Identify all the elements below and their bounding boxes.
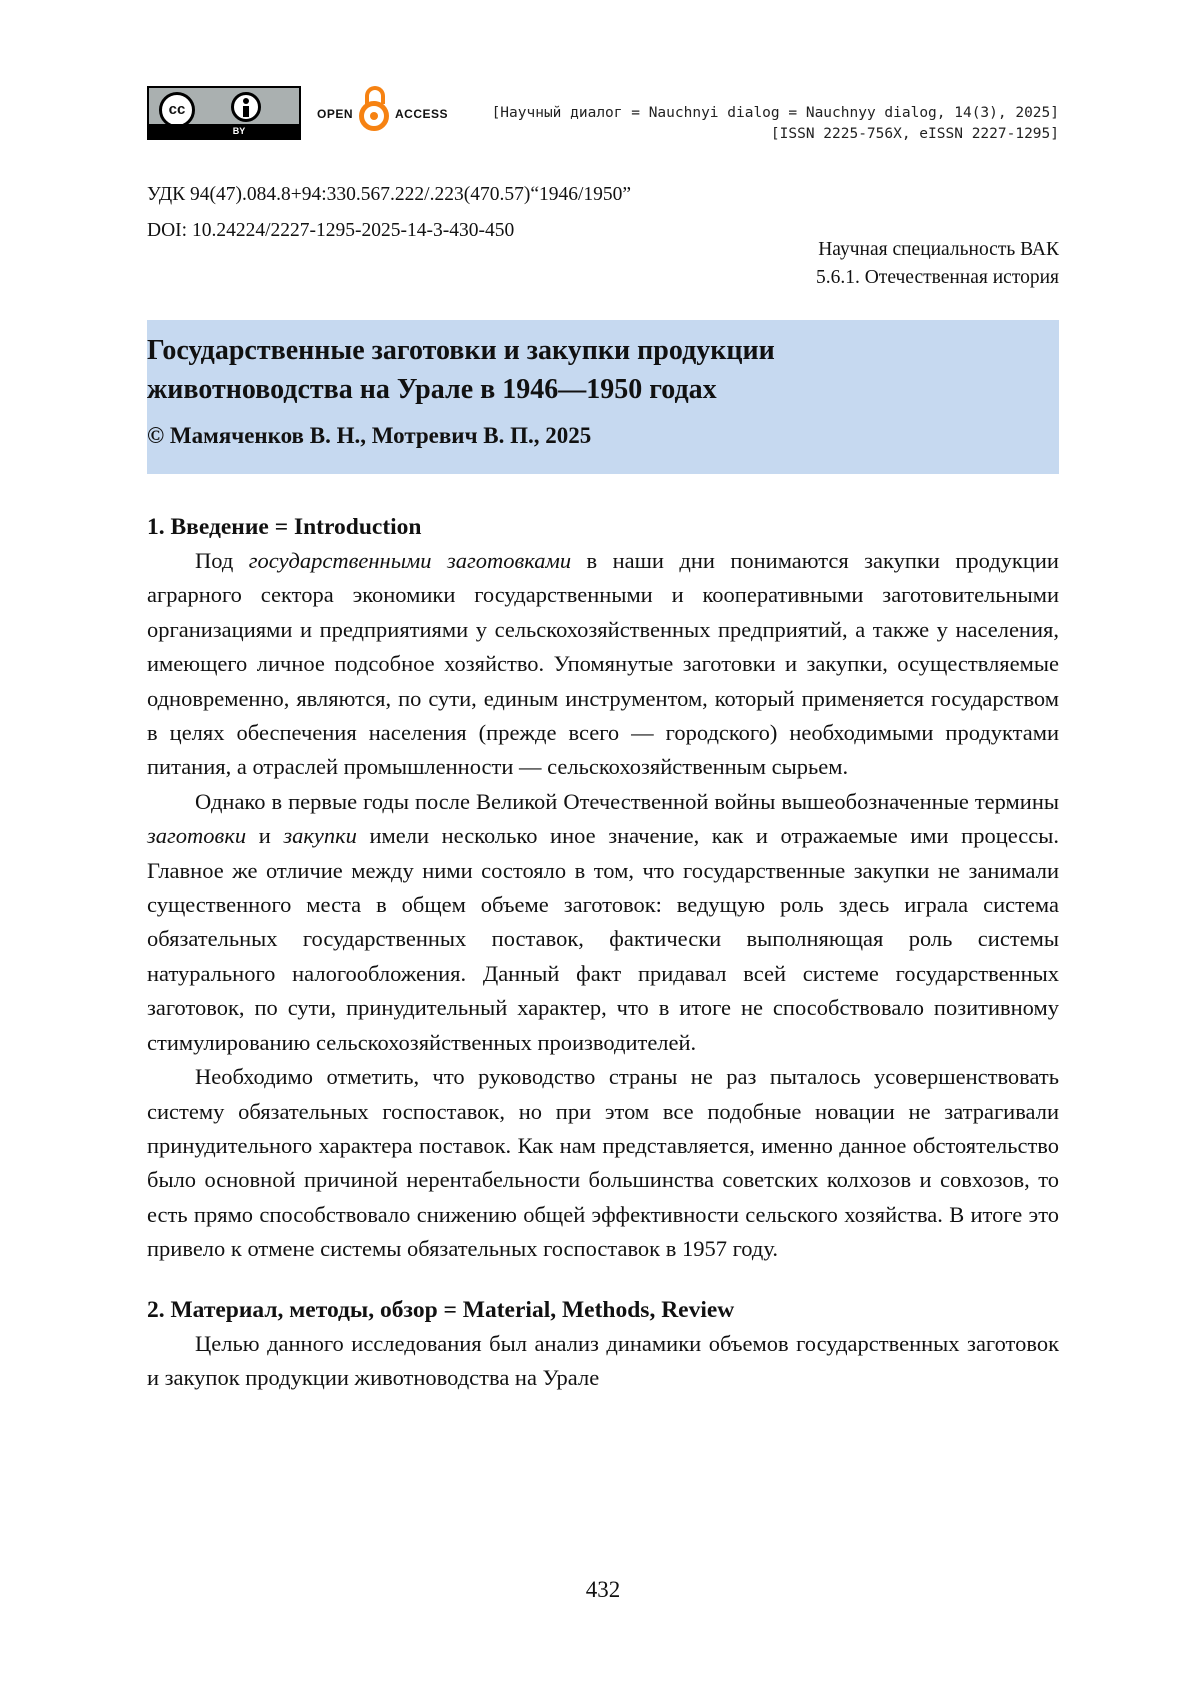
section-heading: 2. Материал, методы, обзор = Material, Methods, Review xyxy=(147,1293,1059,1327)
doi[interactable]: DOI: 10.24224/2227-1295-2025-14-3-430-450 xyxy=(147,213,631,249)
article-body xyxy=(147,510,1059,1395)
udc-code: УДК 94(47).084.8+94:330.567.222/.223(470.57)“1946/1950” xyxy=(147,177,631,213)
paragraph: Целью данного исследования был анализ динамики объемов госу­дарственных заготовок и закупок продукции животноводства на Урале xyxy=(147,1327,1059,1396)
by-label: BY xyxy=(149,124,299,138)
journal-reference: [Научный диалог = Nauchnyi dialog = Nauchnyy dialog, 14(3), 2025] [ISSN 2225-756X, eISSN 2227-1295] xyxy=(492,103,1059,145)
page-number: 432 xyxy=(147,1577,1059,1603)
paragraph: Однако в первые годы после Великой Отечественной войны вышеобозна­ченные термины заготовки и закупки имели несколько иное значение, как и отражаемые ими процессы. Главное же отличие между ними состояло в том, что государственные закупки не занимали существенного места в общем объеме заготовок: ведущую роль здесь играла система обязательных госу­дарственных поставок, фактически выполняющая роль системы натурально­го налогообложения. Данный факт придавал всей системе государственных заготовок, по сути, принудительный характер, что в итоге не способствовало позитивному стимулированию сельскохозяйственных производителей. xyxy=(147,785,1059,1060)
attribution-icon xyxy=(231,92,261,122)
open-access-logo: OPEN ACCESS xyxy=(317,86,467,136)
paragraph: Необходимо отметить, что руководство страны не раз пыталось усовер­шенствовать систему обязательных госпоставок, но при этом все подобные новации не затрагивали принудительного характера поставок. Как нам пред­ставляется, именно данное обстоятельство было основной причиной нерен­табельности большинства советских колхозов и совхозов, то есть прямо спо­собствовало снижению общей эффективности сельского хозяйства. В итоге это привело к отмене системы обязательных госпоставок в 1957 году. xyxy=(147,1060,1059,1266)
section-heading: 1. Введение = Introduction xyxy=(147,510,1059,544)
cc-icon: cc xyxy=(159,92,195,128)
open-lock-icon-body xyxy=(359,101,389,131)
paragraph: Под государственными заготовками в наши дни понимаются закупки продукции аграрного сектора экономики государственными и кооператив­ными заготовительными организациями и предприятиями у сельскохозяй­ственных предприятий, а также у населения, имеющего личное подсобное хозяйство. Упомянутые заготовки и закупки, осуществляемые одновре­менно, являются, по сути, единым инструментом, который применяется государством в целях обеспечения населения (прежде всего — городского) необходимыми продуктами питания, а отраслей промышленности — сель­скохозяйственным сырьем. xyxy=(147,544,1059,785)
cc-by-license-badge[interactable] xyxy=(147,86,301,140)
article-authors: © Мамяченков В. Н., Мотревич В. П., 2025 xyxy=(147,421,1059,451)
article-title: Государственные заготовки и закупки продукции животноводства на Урале в 1946—1950 годах xyxy=(147,331,1059,409)
page xyxy=(147,0,1059,1703)
article-identifiers xyxy=(147,177,631,249)
article-title-box xyxy=(147,320,1059,474)
scientific-specialty: Научная специальность ВАК 5.6.1. Отечественная история xyxy=(816,236,1059,292)
